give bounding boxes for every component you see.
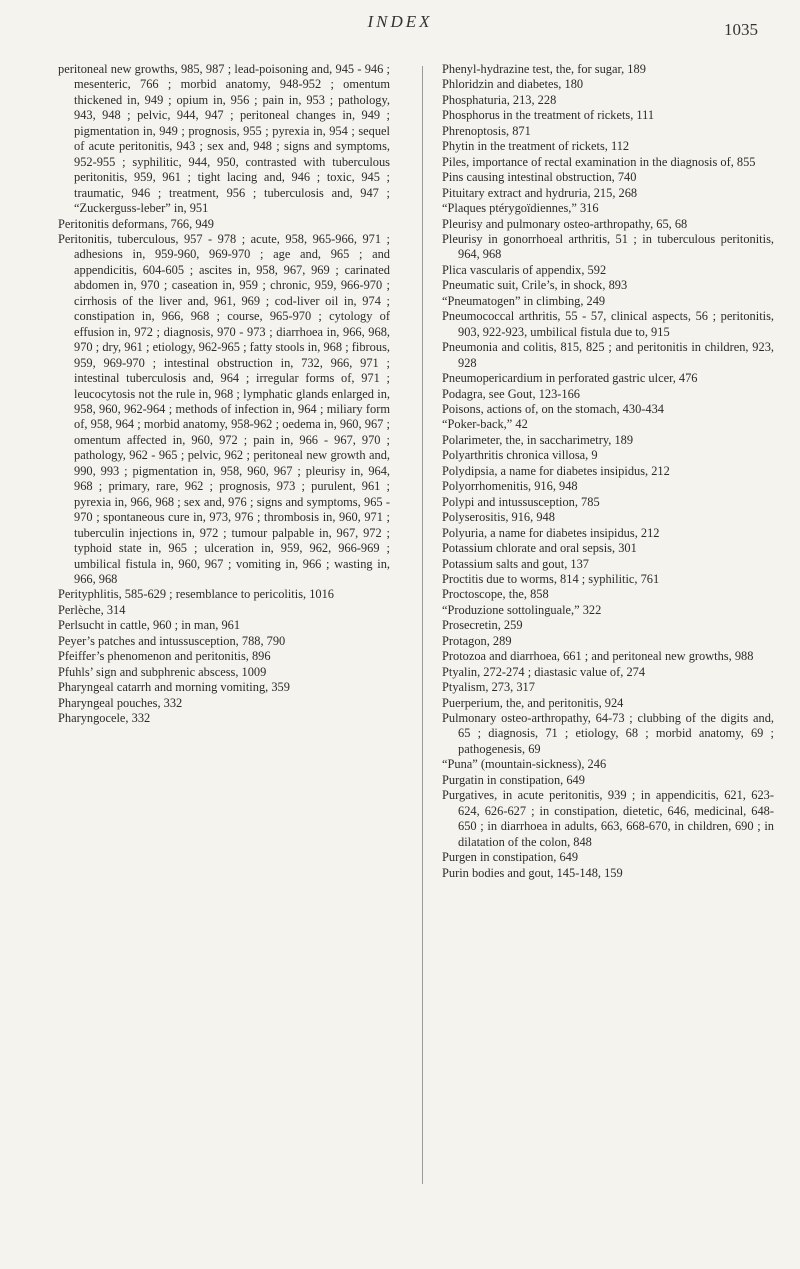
index-entry: Protozoa and diarrhoea, 661 ; and peritoneal new growths, 988 xyxy=(442,649,754,664)
index-entry: “Produzione sottolinguale,” 322 xyxy=(442,602,602,617)
index-entry: Phenyl-hydrazine test, the, for sugar, 189 xyxy=(442,62,646,76)
index-entry: Pulmonary osteo-arthropathy, 64-73 ; clubbing of the digits and, 65 ; diagnosis, 71 ; etiology, 68 ; morbid anatomy, 69 ; pathogenesis, 69 xyxy=(442,711,774,756)
index-entry: Polyorrhomenitis, 916, 948 xyxy=(442,479,578,494)
index-column-right xyxy=(442,62,774,881)
index-entry: Ptyalin, 272-274 ; diastasic value of, 274 xyxy=(442,664,646,679)
index-entry: Pneumatic suit, Crile’s, in shock, 893 xyxy=(442,278,628,293)
index-entry: Phrenoptosis, 871 xyxy=(442,123,531,138)
column-divider xyxy=(422,66,423,1184)
running-title: INDEX xyxy=(367,12,433,31)
index-entry: Polyarthritis chronica villosa, 9 xyxy=(442,448,598,463)
index-entry: Peyer’s patches and intussusception, 788, 790 xyxy=(58,633,286,648)
index-entry: Pfeiffer’s phenomenon and peritonitis, 896 xyxy=(58,649,271,664)
index-entry: Piles, importance of rectal examination in the diagnosis of, 855 xyxy=(442,154,756,169)
index-entry: Phytin in the treatment of rickets, 112 xyxy=(442,139,630,154)
index-entry: Perityphlitis, 585-629 ; resemblance to pericolitis, 1016 xyxy=(58,587,334,602)
index-entry: Potassium salts and gout, 137 xyxy=(442,556,589,571)
index-entry: Peritonitis, tuberculous, 957 - 978 ; acute, 958, 965-966, 971 ; adhesions in, 959-960, 969-970 ; age and, 965 ; and appendicitis, 604-605 ; ascites in, 958, 967, 969 ; carinated abdomen in, 970 ; caseation in, 959 ; chronic, 959, 966-970 ; cirrhosis of the liver and, 961, 969 ; cod-liver oil in, 974 ; constipation in, 966, 968 ; course, 965-970 ; cytology of effusion in, 972 ; diagnosis, 970 - 973 ; diarrhoea in, 966, 968, 970 ; dry, 961 ; etiology, 962-965 ; fatty stools in, 968 ; fibrous, 959, 969-970 ; intestinal obstruction in, 732, 966, 971 ; intestinal tuberculosis and, 964 ; irregular forms of, 971 ; leucocytosis not the rule in, 968 ; lymphatic glands enlarged in, 958, 960, 962-964 ; methods of infection in, 964 ; miliary form of, 958, 964 ; morbid anatomy, 958-962 ; oedema in, 960, 967 ; omentum affected in, 960, 972 ; pain in, 966 - 967, 970 ; pathology, 962 - 965 ; pelvic, 962 ; peritoneal new growth and, 990, 993 ; pigmentation in, 958, 960, 967 ; pleurisy in, 964, 968 ; primary, rare, 962 ; prognosis, 973 ; purulent, 961 ; pyrexia in, 966, 968 ; sex and, 976 ; signs and symptoms, 965 - 970 ; spontaneous cure in, 973, 976 ; thrombosis in, 960, 971 ; tuberculin injections in, 972 ; tumour palpable in, 967, 972 ; typhoid state in, 965 ; ulceration in, 959, 962, 966-969 ; umbilical fistula in, 960, 967 ; vomiting in, 966 ; wasting in, 966, 968 xyxy=(58,231,390,586)
index-entry: Pharyngeal catarrh and morning vomiting, 359 xyxy=(58,680,290,695)
index-entry: Pneumopericardium in perforated gastric ulcer, 476 xyxy=(442,371,698,386)
page-number: 1035 xyxy=(724,20,758,39)
index-entry: Purgen in constipation, 649 xyxy=(442,850,579,865)
index-entry: Pleurisy in gonorrhoeal arthritis, 51 ; in tuberculous peritonitis, 964, 968 xyxy=(442,231,774,262)
index-entry: Polarimeter, the, in saccharimetry, 189 xyxy=(442,432,634,447)
index-entry: Peritonitis deformans, 766, 949 xyxy=(58,216,214,231)
index-entry: Protagon, 289 xyxy=(442,633,512,648)
index-entry: Poisons, actions of, on the stomach, 430-434 xyxy=(442,401,664,416)
index-column-left xyxy=(58,62,390,726)
index-entry: “Pneumatogen” in climbing, 249 xyxy=(442,293,606,308)
index-entry: Perlsucht in cattle, 960 ; in man, 961 xyxy=(58,618,241,633)
index-entry: Pharyngeal pouches, 332 xyxy=(58,695,183,710)
index-entry: Polydipsia, a name for diabetes insipidus, 212 xyxy=(442,463,670,478)
index-entry: Purgatives, in acute peritonitis, 939 ; in appendicitis, 621, 623-624, 626-627 ; in constipation, dietetic, 646, medicinal, 648-650 ; in diarrhoea in adults, 663, 668-670, in children, 690 ; in dilatation of the colon, 848 xyxy=(442,788,774,849)
index-entry: Pharyngocele, 332 xyxy=(58,711,151,726)
index-entry: “Plaques ptérygoïdiennes,” 316 xyxy=(442,201,599,216)
index-entry: Phloridzin and diabetes, 180 xyxy=(442,77,584,92)
index-entry: Purgatin in constipation, 649 xyxy=(442,772,585,787)
index-entry: Prosecretin, 259 xyxy=(442,618,523,633)
index-entry: Pleurisy and pulmonary osteo-arthropathy, 65, 68 xyxy=(442,216,688,231)
index-entry: Potassium chlorate and oral sepsis, 301 xyxy=(442,541,637,556)
index-entry: Phosphaturia, 213, 228 xyxy=(442,92,557,107)
index-entry: Purin bodies and gout, 145-148, 159 xyxy=(442,865,623,880)
index-entry: Pins causing intestinal obstruction, 740 xyxy=(442,170,637,185)
page-header xyxy=(0,8,800,48)
index-entry: Pfuhls’ sign and subphrenic abscess, 1009 xyxy=(58,664,267,679)
index-entry: Polyuria, a name for diabetes insipidus, 212 xyxy=(442,525,660,540)
index-entry: Proctitis due to worms, 814 ; syphilitic, 761 xyxy=(442,571,660,586)
index-entry: Phosphorus in the treatment of rickets, 111 xyxy=(442,108,655,123)
index-entry: Perlèche, 314 xyxy=(58,602,126,617)
index-entry: Puerperium, the, and peritonitis, 924 xyxy=(442,695,624,710)
index-entry: “Poker-back,” 42 xyxy=(442,417,528,432)
index-entry: peritoneal new growths, 985, 987 ; lead-poisoning and, 945 - 946 ; mesenteric, 766 ; morbid anatomy, 948-952 ; omentum thickened in, 949 ; opium in, 956 ; pain in, 953 ; pathology, 943, 948 ; pelvic, 944, 947 ; peritoneal changes in, 949 ; pigmentation in, 949 ; prognosis, 955 ; pyrexia in, 954 ; sequel of acute peritonitis, 943 ; sex and, 948 ; signs and symptoms, 952-955 ; syphilitic, 944, 950, contrasted with tuberculous peritonitis, 959, 961 ; tight lacing and, 946 ; toxic, 945 ; traumatic, 946 ; treatment, 956 ; tuberculosis and, 947 ; “Zuckerguss-leber” in, 951 xyxy=(58,62,390,216)
index-columns xyxy=(58,62,774,1242)
index-entry: Pituitary extract and hydruria, 215, 268 xyxy=(442,185,638,200)
index-entry: Pneumococcal arthritis, 55 - 57, clinical aspects, 56 ; peritonitis, 903, 922-923, umbilical fistula due to, 915 xyxy=(442,309,774,339)
index-entry: Polypi and intussusception, 785 xyxy=(442,494,600,509)
index-entry: Pneumonia and colitis, 815, 825 ; and peritonitis in children, 923, 928 xyxy=(442,340,774,370)
index-entry: Proctoscope, the, 858 xyxy=(442,587,549,602)
index-entry: Ptyalism, 273, 317 xyxy=(442,680,535,695)
index-entry: Plica vascularis of appendix, 592 xyxy=(442,262,607,277)
index-entry: “Puna” (mountain-sickness), 246 xyxy=(442,757,607,772)
index-entry: Polyserositis, 916, 948 xyxy=(442,510,555,525)
index-entry: Podagra, see Gout, 123-166 xyxy=(442,386,580,401)
